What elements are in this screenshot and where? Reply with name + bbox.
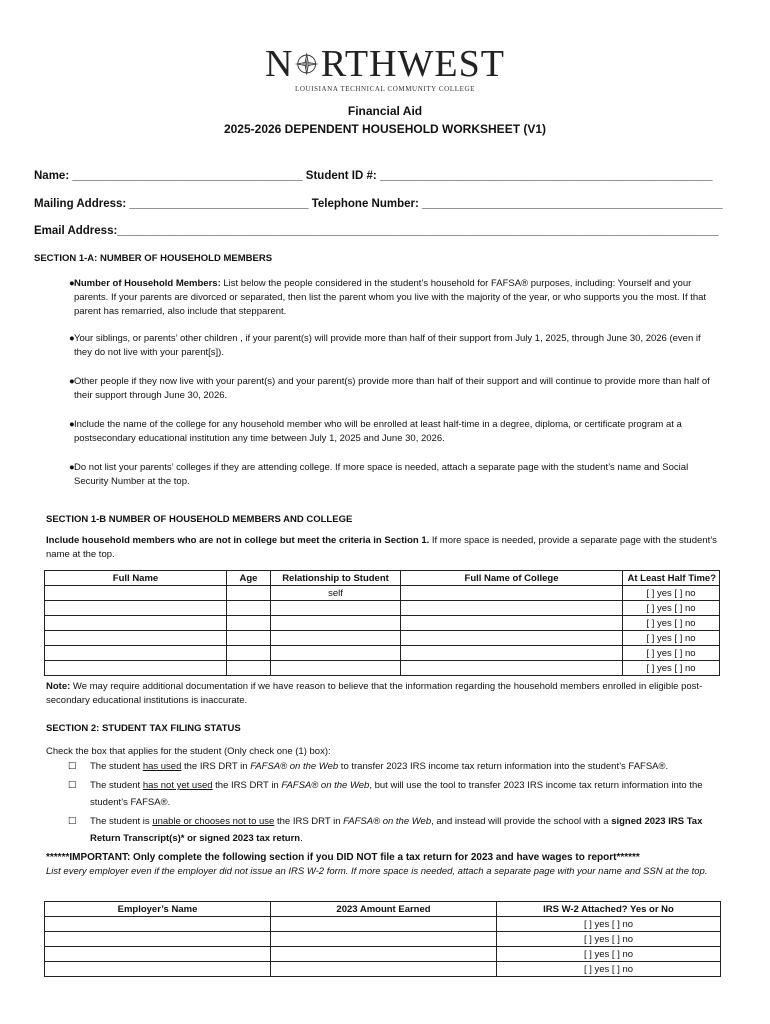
table-row xyxy=(45,586,720,601)
table-cell[interactable] xyxy=(271,646,401,661)
table-cell[interactable] xyxy=(271,932,497,947)
table-row xyxy=(45,932,721,947)
section-1a-bullets xyxy=(34,277,720,489)
table-row xyxy=(45,601,720,616)
table-cell[interactable]: [ ] yes [ ] no xyxy=(623,646,720,661)
mailing-telephone-field[interactable]: Mailing Address: ____________________________ Telephone Number: _______________________________________________ xyxy=(34,198,723,210)
table-cell[interactable] xyxy=(45,947,271,962)
section-1b-heading: SECTION 1-B NUMBER OF HOUSEHOLD MEMBERS AND COLLEGE xyxy=(46,514,353,525)
list-item: ● Include the name of the college for any household member who will be enrolled at least half-time in a degree, diploma, or certificate program at a postsecondary educational institution any time between July 1, 2025 and June 30, 2026. xyxy=(34,418,720,446)
column-header: Relationship to Student xyxy=(271,571,401,586)
section-1b-note: Note: We may require additional documentation if we have reason to believe that the information regarding the household members enrolled in eligible post-secondary educational institutions is inaccurate. xyxy=(46,681,703,706)
table-cell[interactable] xyxy=(401,616,623,631)
table-cell[interactable] xyxy=(227,631,271,646)
table-cell[interactable] xyxy=(271,661,401,676)
table-cell[interactable] xyxy=(45,646,227,661)
name-student-id-field[interactable]: Name: ____________________________________ Student ID #: ____________________________________________________ xyxy=(34,170,713,182)
important-notice: ******IMPORTANT: Only complete the following section if you DID NOT file a tax return for 2023 and have wages to report****** xyxy=(46,852,640,863)
tax-status-options xyxy=(68,758,723,847)
logo-wordmark: N RTHWEST xyxy=(265,43,505,85)
tax-status-option-used[interactable]: ☐ The student has used the IRS DRT in FAFSA® on the Web to transfer 2023 IRS income tax return information into the student’s FAFSA®. xyxy=(68,758,723,775)
table-cell[interactable] xyxy=(401,631,623,646)
table-cell[interactable]: [ ] yes [ ] no xyxy=(497,947,721,962)
tax-status-option-not-yet-used[interactable]: ☐ The student has not yet used the IRS DRT in FAFSA® on the Web, but will use the tool to transfer 2023 IRS income tax return information into the student’s FAFSA®. xyxy=(68,777,723,811)
table-cell[interactable] xyxy=(401,586,623,601)
table-cell[interactable] xyxy=(271,631,401,646)
table-row xyxy=(45,646,720,661)
employer-instructions: List every employer even if the employer did not issue an IRS W-2 form. If more space is needed, attach a separate page with your name and SSN at the top. xyxy=(46,866,708,877)
table-row xyxy=(45,661,720,676)
table-header-row xyxy=(45,902,721,917)
table-cell[interactable]: [ ] yes [ ] no xyxy=(497,932,721,947)
bullet-icon: ● xyxy=(69,278,75,289)
table-cell[interactable] xyxy=(271,962,497,977)
column-header: IRS W-2 Attached? Yes or No xyxy=(497,902,721,917)
table-row xyxy=(45,631,720,646)
list-item: ● Other people if they now live with your parent(s) and your parent(s) provide more than half of their support and will continue to provide more than half of their support through June 30, 2026. xyxy=(34,375,720,403)
table-cell[interactable]: [ ] yes [ ] no xyxy=(623,661,720,676)
column-header: Age xyxy=(227,571,271,586)
table-row xyxy=(45,947,721,962)
table-cell[interactable] xyxy=(401,661,623,676)
table-cell[interactable]: [ ] yes [ ] no xyxy=(497,962,721,977)
table-cell[interactable] xyxy=(45,586,227,601)
bullet-icon: ● xyxy=(69,419,75,430)
table-cell[interactable] xyxy=(45,631,227,646)
column-header: 2023 Amount Earned xyxy=(271,902,497,917)
table-cell[interactable] xyxy=(45,601,227,616)
column-header: Employer’s Name xyxy=(45,902,271,917)
table-cell[interactable] xyxy=(45,932,271,947)
section-1b-intro: Include household members who are not in college but meet the criteria in Section 1. If more space is needed, provide a separate page with the student’s name at the top. xyxy=(46,535,717,560)
checkbox-icon[interactable]: ☐ xyxy=(68,761,77,772)
checkbox-icon[interactable]: ☐ xyxy=(68,780,77,791)
employer-table xyxy=(44,901,721,977)
list-item: ● Your siblings, or parents’ other children , if your parent(s) will provide more than half of their support from July 1, 2025, through June 30, 2026 (even if they do not live with your parent[s]). xyxy=(34,332,720,360)
table-cell[interactable] xyxy=(45,616,227,631)
table-cell[interactable] xyxy=(227,646,271,661)
table-cell[interactable]: [ ] yes [ ] no xyxy=(623,586,720,601)
list-item: ● Number of Household Members: List below the people considered in the student’s household for FAFSA® purposes, including: Yourself and your parents. If your parents are divorced or separated, then list the parent whom you live with the majority of the year, or who supports you the most. If that parent has remarried, also include that stepparent. xyxy=(34,277,720,319)
table-cell[interactable] xyxy=(45,917,271,932)
table-cell[interactable] xyxy=(227,661,271,676)
bullet-icon: ● xyxy=(69,376,75,387)
table-cell[interactable] xyxy=(401,601,623,616)
section-2-heading: SECTION 2: STUDENT TAX FILING STATUS xyxy=(46,723,241,734)
table-cell[interactable] xyxy=(401,646,623,661)
worksheet-title: 2025-2026 DEPENDENT HOUSEHOLD WORKSHEET (V1) xyxy=(223,122,547,136)
section-2-intro: Check the box that applies for the student (Only check one (1) box): xyxy=(46,746,331,757)
checkbox-icon[interactable]: ☐ xyxy=(68,816,77,827)
column-header: Full Name of College xyxy=(401,571,623,586)
table-cell[interactable] xyxy=(271,917,497,932)
table-row xyxy=(45,962,721,977)
column-header: Full Name xyxy=(45,571,227,586)
table-cell[interactable] xyxy=(271,601,401,616)
bullet-icon: ● xyxy=(69,462,75,473)
logo-subtitle: LOUISIANA TECHNICAL COMMUNITY COLLEGE xyxy=(294,85,475,93)
table-cell[interactable] xyxy=(271,616,401,631)
table-cell[interactable] xyxy=(227,616,271,631)
list-item: ● Do not list your parents’ colleges if they are attending college. If more space is needed, attach a separate page with the student’s name and Social Security Number at the top. xyxy=(34,461,720,489)
table-cell[interactable]: [ ] yes [ ] no xyxy=(497,917,721,932)
table-cell[interactable] xyxy=(45,962,271,977)
section-1a-heading: SECTION 1-A: NUMBER OF HOUSEHOLD MEMBERS xyxy=(34,253,273,264)
table-cell[interactable] xyxy=(227,586,271,601)
college-logo xyxy=(265,44,505,93)
table-row xyxy=(45,917,721,932)
table-cell[interactable]: self xyxy=(271,586,401,601)
page-title: Financial Aid xyxy=(347,104,423,118)
table-cell[interactable]: [ ] yes [ ] no xyxy=(623,631,720,646)
compass-star-icon xyxy=(294,46,319,82)
bullet-icon: ● xyxy=(69,333,75,344)
table-row xyxy=(45,616,720,631)
tax-status-option-unable[interactable]: ☐ The student is unable or chooses not to use the IRS DRT in FAFSA® on the Web, and instead will provide the school with a signed 2023 IRS Tax Return Transcript(s)* or signed 2023 tax return. xyxy=(68,813,723,847)
table-cell[interactable]: [ ] yes [ ] no xyxy=(623,601,720,616)
table-header-row xyxy=(45,571,720,586)
table-cell[interactable]: [ ] yes [ ] no xyxy=(623,616,720,631)
table-cell[interactable] xyxy=(45,661,227,676)
table-cell[interactable] xyxy=(227,601,271,616)
column-header: At Least Half Time? xyxy=(623,571,720,586)
household-members-table xyxy=(44,570,720,676)
table-cell[interactable] xyxy=(271,947,497,962)
email-field[interactable]: Email Address:______________________________________________________________________________________________ xyxy=(34,225,719,237)
